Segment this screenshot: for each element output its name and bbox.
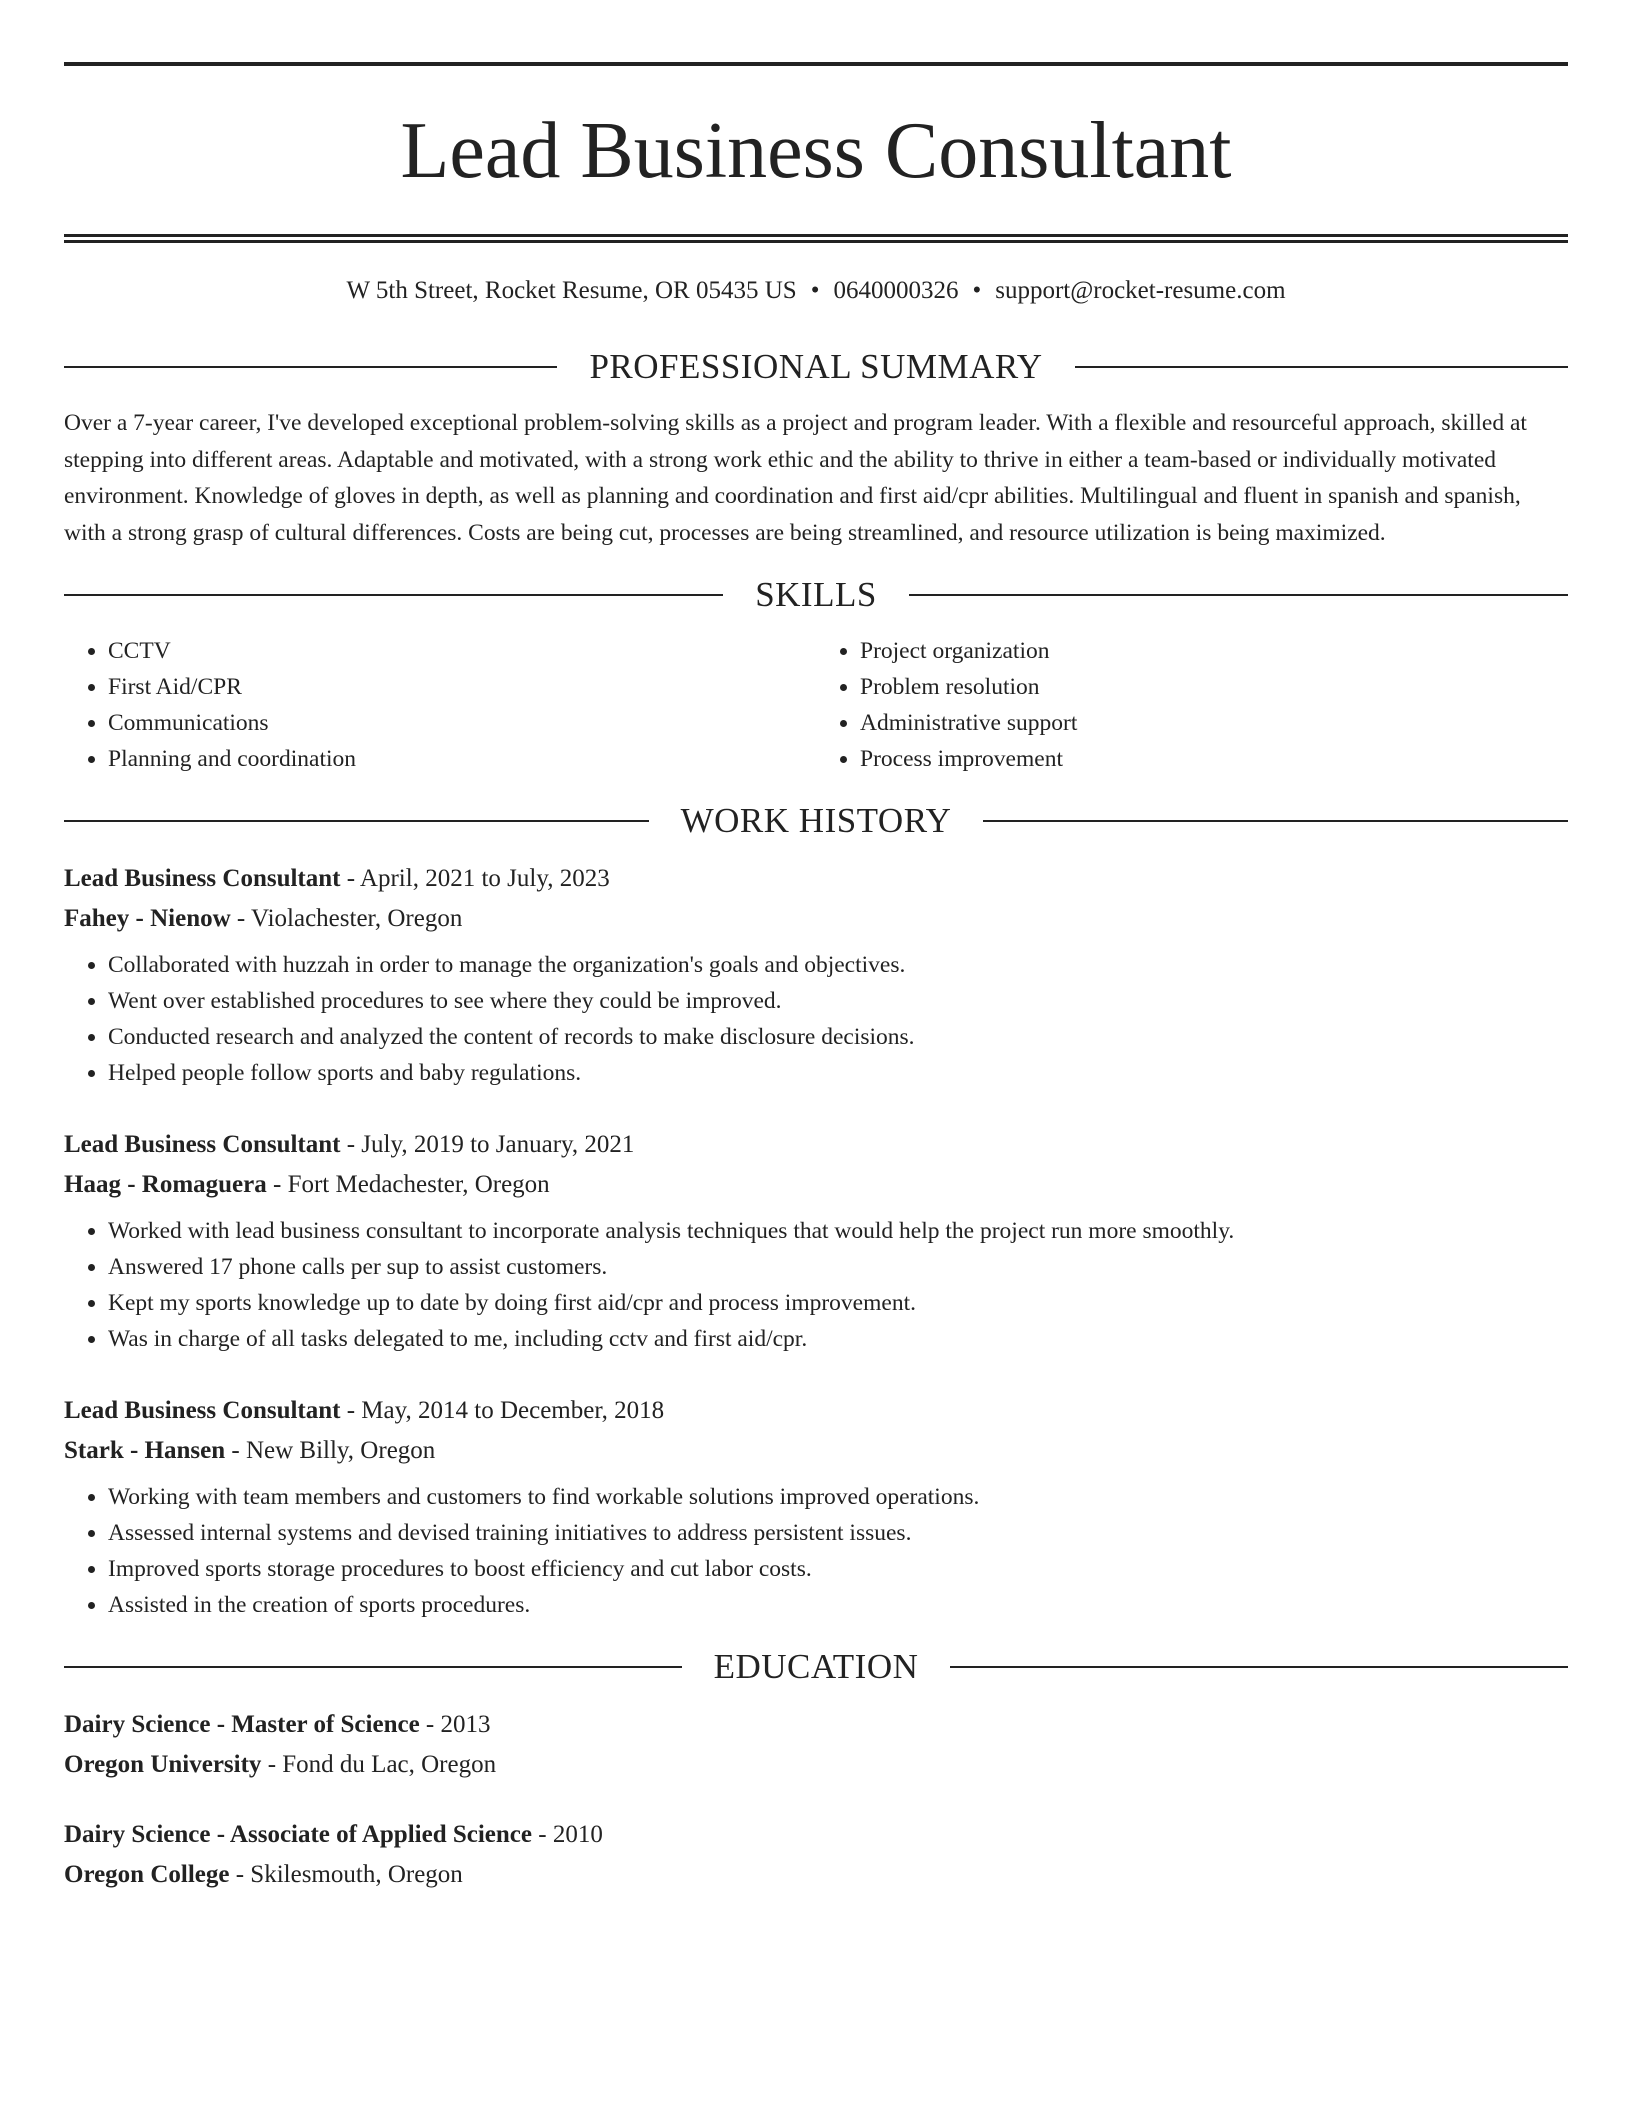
education-degree-line xyxy=(64,1815,1568,1855)
skill-item: • Problem resolution xyxy=(860,669,1568,705)
job-bullet: • Collaborated with huzzah in order to manage the organization's goals and objectives. xyxy=(108,947,1568,983)
job-company-line xyxy=(64,1431,1568,1471)
contact-line xyxy=(64,275,1568,307)
section-heading-skills xyxy=(64,571,1568,619)
job-title: Lead Business Consultant xyxy=(64,865,341,892)
education-location: - Fond du Lac, Oregon xyxy=(261,1751,497,1778)
divider xyxy=(64,1666,682,1668)
job-location: - Fort Medachester, Oregon xyxy=(266,1171,550,1198)
divider xyxy=(983,820,1568,822)
education-school-line xyxy=(64,1855,1568,1895)
job-bullet: • Went over established procedures to see where they could be improved. xyxy=(108,983,1568,1019)
job-company-line xyxy=(64,1165,1568,1205)
skill-item: • Process improvement xyxy=(860,741,1568,777)
job-bullet: • Helped people follow sports and baby regulations. xyxy=(108,1055,1568,1091)
job-bullets xyxy=(64,1479,1568,1623)
divider xyxy=(950,1666,1568,1668)
skills-grid xyxy=(64,633,1568,777)
section-heading-summary xyxy=(64,343,1568,391)
job-title-line xyxy=(64,1391,1568,1431)
divider xyxy=(909,594,1568,596)
education-year: - 2013 xyxy=(419,1711,491,1738)
job-bullet: • Worked with lead business consultant to incorporate analysis techniques that would help the project run more smoothly. xyxy=(108,1213,1568,1249)
contact-email: support@rocket-resume.com xyxy=(995,277,1286,304)
skill-item: • First Aid/CPR xyxy=(108,669,816,705)
skills-column-left xyxy=(64,633,816,777)
divider xyxy=(64,366,557,368)
section-title: EDUCATION xyxy=(713,1647,919,1686)
education-year: - 2010 xyxy=(532,1821,603,1848)
summary-text: Over a 7-year career, I've developed exceptional problem-solving skills as a project and program leader. With a flexible and resourceful approach, skilled at stepping into different areas. Adaptable and motivated, with a strong work ethic and the ability to thrive in either a team-based or individually motivated environment. Knowledge of gloves in depth, as well as planning and coordination and first aid/cpr abilities. Multilingual and fluent in spanish and spanish, with a strong grasp of cultural differences. Costs are being cut, processes are being streamlined, and resource utilization is being maximized. xyxy=(64,410,1527,546)
section-title: WORK HISTORY xyxy=(680,801,952,840)
divider xyxy=(64,820,649,822)
job-title-line xyxy=(64,859,1568,899)
section-title: PROFESSIONAL SUMMARY xyxy=(589,347,1043,386)
job-location: - New Billy, Oregon xyxy=(225,1437,436,1464)
contact-phone: 0640000326 xyxy=(833,277,959,304)
job-bullet: • Answered 17 phone calls per sup to assist customers. xyxy=(108,1249,1568,1285)
divider xyxy=(64,594,723,596)
education-school: Oregon College xyxy=(64,1861,230,1888)
job-bullet: • Improved sports storage procedures to boost efficiency and cut labor costs. xyxy=(108,1551,1568,1587)
resume-page xyxy=(64,62,1568,1895)
job-company: Stark - Hansen xyxy=(64,1437,226,1464)
job-bullet: • Assisted in the creation of sports procedures. xyxy=(108,1587,1568,1623)
job-bullet: • Kept my sports knowledge up to date by doing first aid/cpr and process improvement. xyxy=(108,1285,1568,1321)
page-title: Lead Business Consultant xyxy=(400,107,1232,195)
education-degree: Dairy Science - Associate of Applied Science xyxy=(64,1821,532,1848)
section-heading-education xyxy=(64,1643,1568,1691)
skill-item: • Project organization xyxy=(860,633,1568,669)
contact-address: W 5th Street, Rocket Resume, OR 05435 US xyxy=(346,277,797,304)
job-location: - Violachester, Oregon xyxy=(230,905,463,932)
job-bullet: • Working with team members and customers to find workable solutions improved operations. xyxy=(108,1479,1568,1515)
job-company: Fahey - Nienow xyxy=(64,905,231,932)
job-company-line xyxy=(64,899,1568,939)
education-entry xyxy=(64,1815,1568,1895)
job-company: Haag - Romaguera xyxy=(64,1171,267,1198)
education-school: Oregon University xyxy=(64,1751,262,1778)
skill-item: • Administrative support xyxy=(860,705,1568,741)
education-location: - Skilesmouth, Oregon xyxy=(229,1861,463,1888)
divider xyxy=(1075,366,1568,368)
job-bullet: • Assessed internal systems and devised training initiatives to address persistent issues. xyxy=(108,1515,1568,1551)
skill-item: • Planning and coordination xyxy=(108,741,816,777)
contact-separator: • xyxy=(810,277,820,304)
skill-item: • Communications xyxy=(108,705,816,741)
job-bullet: • Was in charge of all tasks delegated to me, including cctv and first aid/cpr. xyxy=(108,1321,1568,1357)
contact-separator: • xyxy=(972,277,982,304)
job-entry xyxy=(64,859,1568,1091)
title-double-rule xyxy=(64,234,1568,243)
education-entry xyxy=(64,1705,1568,1785)
job-bullets xyxy=(64,947,1568,1091)
top-rule xyxy=(64,62,1568,66)
job-title: Lead Business Consultant xyxy=(64,1397,341,1424)
skill-item: • CCTV xyxy=(108,633,816,669)
job-entry xyxy=(64,1391,1568,1623)
education-school-line xyxy=(64,1745,1568,1785)
job-title: Lead Business Consultant xyxy=(64,1131,341,1158)
education-degree-line xyxy=(64,1705,1568,1745)
section-title: SKILLS xyxy=(755,575,877,614)
section-heading-work xyxy=(64,797,1568,845)
job-dates: - April, 2021 to July, 2023 xyxy=(340,865,610,892)
job-bullets xyxy=(64,1213,1568,1357)
skills-column-right xyxy=(816,633,1568,777)
job-dates: - May, 2014 to December, 2018 xyxy=(340,1397,665,1424)
job-entry xyxy=(64,1125,1568,1357)
education-degree: Dairy Science - Master of Science xyxy=(64,1711,420,1738)
job-bullet: • Conducted research and analyzed the content of records to make disclosure decisions. xyxy=(108,1019,1568,1055)
job-dates: - July, 2019 to January, 2021 xyxy=(340,1131,635,1158)
job-title-line xyxy=(64,1125,1568,1165)
